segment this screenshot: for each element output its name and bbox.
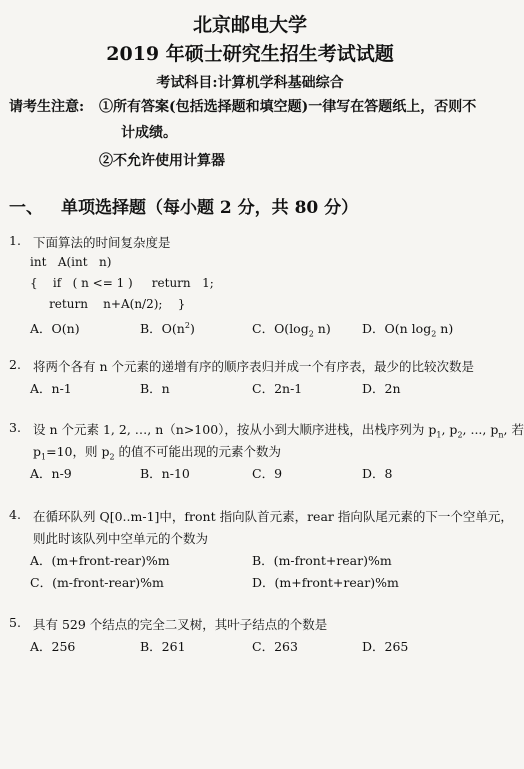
option-a: A．n-9 <box>30 466 72 481</box>
section-heading <box>9 193 358 218</box>
option-d: D．O(n $\log_2 n$) <box>362 321 454 339</box>
question-number: 3. <box>9 420 21 435</box>
question-text: 下面算法的时间复杂度是 <box>33 235 171 250</box>
notice-label: 请考生注意: <box>9 99 85 115</box>
question-text: 将两个各有 n 个元素的递增有序的顺序表归并成一个有序表，最少的比较次数是 <box>33 359 474 374</box>
question-number: 4. <box>9 507 21 522</box>
option-b: B．261 <box>140 639 186 654</box>
option-b: B．n-10 <box>140 466 190 481</box>
option-a: A．(m+front-rear)%m <box>30 553 170 568</box>
exam-subject: 考试科目:计算机学科基础综合 <box>156 75 344 91</box>
option-b: B．n <box>140 381 170 396</box>
notice-item-1: ①所有答案(包括选择题和填空题)一律写在答题纸上，否则不 <box>99 99 477 115</box>
option-a: A．n-1 <box>30 381 72 396</box>
option-c: C．2n-1 <box>252 381 303 396</box>
question-text: 设 n 个元素 1, 2, …, n（n>100），按从小到大顺序进栈，出栈序列为 $p_1$, $p_2$, ..., $p_n$, 若 <box>33 422 524 440</box>
code-line-3: return n+A(n/2); } <box>30 297 186 311</box>
question-text: 在循环队列 Q[0..m-1]中，front 指向队首元素，rear 指向队尾元素的下一个空单元， <box>33 509 513 524</box>
section-title: 单项选择题（每小题 2 分，共 80 分） <box>61 198 359 218</box>
option-c: C．(m-front-rear)%m <box>30 575 164 590</box>
notice-item-1-cont: 计成绩。 <box>121 125 177 141</box>
option-a: A．O(n) <box>30 321 80 336</box>
section-number: 一、 <box>9 198 43 218</box>
option-b: B．(m-front+rear)%m <box>252 553 392 568</box>
question-text: 具有 529 个结点的完全二叉树，其叶子结点的个数是 <box>33 617 328 632</box>
option-b: B．$O(n^2)$ <box>140 320 195 336</box>
question-number: 5. <box>9 615 21 630</box>
option-d: D．8 <box>362 466 393 481</box>
code-line-2: { if ( n <= 1 ) return 1; <box>30 276 214 290</box>
question-number: 1. <box>9 233 21 248</box>
option-d: D．265 <box>362 639 409 654</box>
option-d: D．(m+front+rear)%m <box>252 575 399 590</box>
option-c: C．9 <box>252 466 283 481</box>
exam-page: 北京邮电大学 2019 年硕士研究生招生考试试题 考试科目:计算机学科基础综合 请考生注意: ①所有答案(包括选择题和填空题)一律写在答题纸上，否则不 计成绩。 ②不允许使用计算器 一、 单项选择题（每小题 2 分，共 80 分） 1. 下面算法的时间复杂度是 int A(int n) { if ( n <= 1 ) return 1; return n+A(n/2); } A．O(n) B．$O(n^2)$ C．$O(\log_2$ n) D．O(n $\log_2 n$) 2. 将两个各有 n 个元素的递增有序的顺序表归并成一个有序表，最少的比较次数是 A．n-1 B．n C．2n-1 D．2n 3. 设 n 个元素 1, 2, …, n（n>100），按从小到大顺序进栈，出栈序列为 $p_1$, $p_2$, ..., $p_n$, 若 $p_1=10$，则 $p_2$ 的值不可能出现的元素个数为 A．n-9 B．n-10 C．9 D．8 4. 在循环队列 Q[0..m-1]中，front 指向队首元素，rear 指向队尾元素的下一个空单元， 则此时该队列中空单元的个数为 A．(m+front-rear)%m B．(m-front+rear)%m C．(m-front-rear)%m D．(m+front+rear)%m 5. 具有 529 个结点的完全二叉树，其叶子结点的个数是 A．256 B．261 C．263 D．265 <box>0 0 500 769</box>
university-name: 北京邮电大学 <box>192 14 307 36</box>
notice-item-2: ②不允许使用计算器 <box>99 153 225 169</box>
option-c: C．$O(\log_2$ n) <box>252 321 331 339</box>
option-d: D．2n <box>362 381 401 396</box>
question-number: 2. <box>9 357 21 372</box>
option-a: A．256 <box>30 639 76 654</box>
option-c: C．263 <box>252 639 298 654</box>
exam-title: 2019 年硕士研究生招生考试试题 <box>106 43 394 65</box>
code-line-1: int A(int n) <box>30 255 112 269</box>
